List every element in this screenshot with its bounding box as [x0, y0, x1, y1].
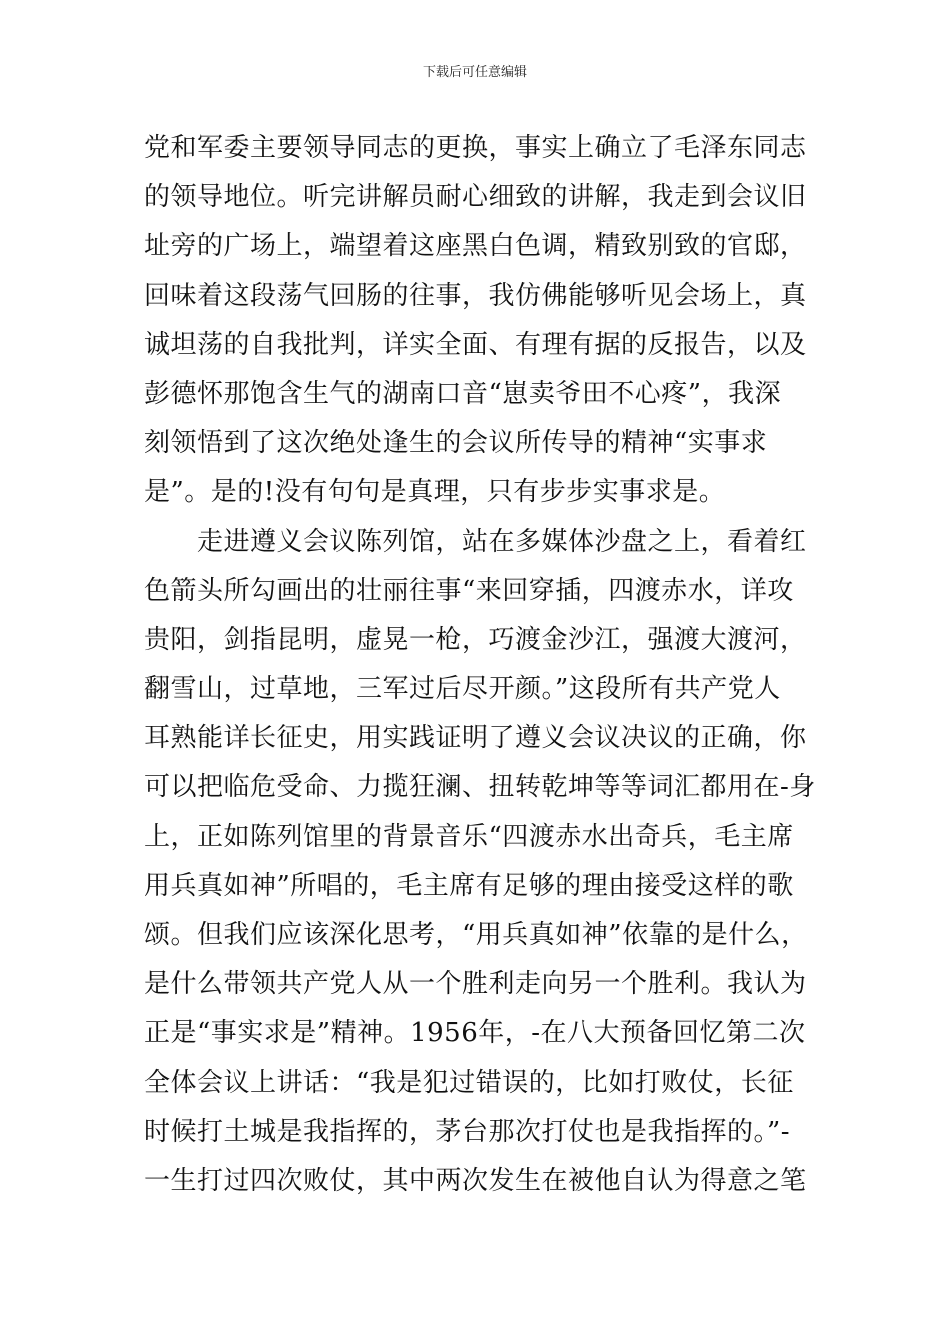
text-line: 时候打土城是我指挥的，茅台那次打仗也是我指挥的。”-	[144, 1116, 791, 1147]
text-line: 走进遵义会议陈列馆，站在多媒体沙盘之上，看着红	[144, 526, 807, 557]
text-line: 贵阳，剑指昆明，虚晃一枪，巧渡金沙江，强渡大渡河，	[144, 624, 807, 655]
page-header: 下载后可任意编辑	[422, 65, 527, 80]
text-line: 全体会议上讲话：“我是犯过错误的，比如打败仗，长征	[144, 1067, 794, 1098]
text-line: 党和军委主要领导同志的更换，事实上确立了毛泽东同志	[144, 133, 807, 163]
text-line: 诚坦荡的自我批判，详实全面、有理有据的反报告，以及	[144, 329, 807, 360]
text-line: 耳熟能详长征史，用实践证明了遵义会议决议的正确，你	[144, 723, 807, 754]
text-line: 一生打过四次败仗，其中两次发生在被他自认为得意之笔	[144, 1165, 807, 1196]
text-line: 彭德怀那饱含生气的湖南口音“崽卖爷田不心疼”，我深	[144, 378, 782, 409]
text-line: 是”。是的!没有句句是真理，只有步步实事求是。	[144, 477, 726, 508]
text-line: 色箭头所勾画出的壮丽往事“来回穿插，四渡赤水，详攻	[144, 575, 794, 606]
text-line: 颂。但我们应该深化思考，“用兵真如神”依靠的是什么，	[144, 920, 808, 950]
text-line: 是什么带领共产党人从一个胜利走向另一个胜利。我认为	[144, 969, 807, 1000]
document-body	[144, 124, 816, 1206]
text-line: 址旁的广场上，端望着这座黑白色调，精致别致的官邸，	[144, 231, 807, 262]
text-line: 的领导地位。听完讲解员耐心细致的讲解，我走到会议旧	[144, 182, 807, 213]
text-line: 正是“事实求是”精神。1956年，-在八大预备回忆第二次	[144, 1018, 806, 1049]
text-line: 用兵真如神”所唱的，毛主席有足够的理由接受这样的歌	[144, 870, 794, 901]
text-line: 可以把临危受命、力揽狂澜、扭转乾坤等等词汇都用在-身	[144, 772, 816, 803]
text-line: 上，正如陈列馆里的背景音乐“四渡赤水出奇兵，毛主席	[144, 821, 794, 852]
text-line: 翻雪山，过草地，三军过后尽开颜。”这段所有共产党人	[144, 674, 781, 705]
text-line: 回味着这段荡气回肠的往事，我仿佛能够听见会场上，真	[144, 280, 807, 311]
text-line: 刻领悟到了这次绝处逢生的会议所传导的精神“实事求	[144, 428, 768, 459]
